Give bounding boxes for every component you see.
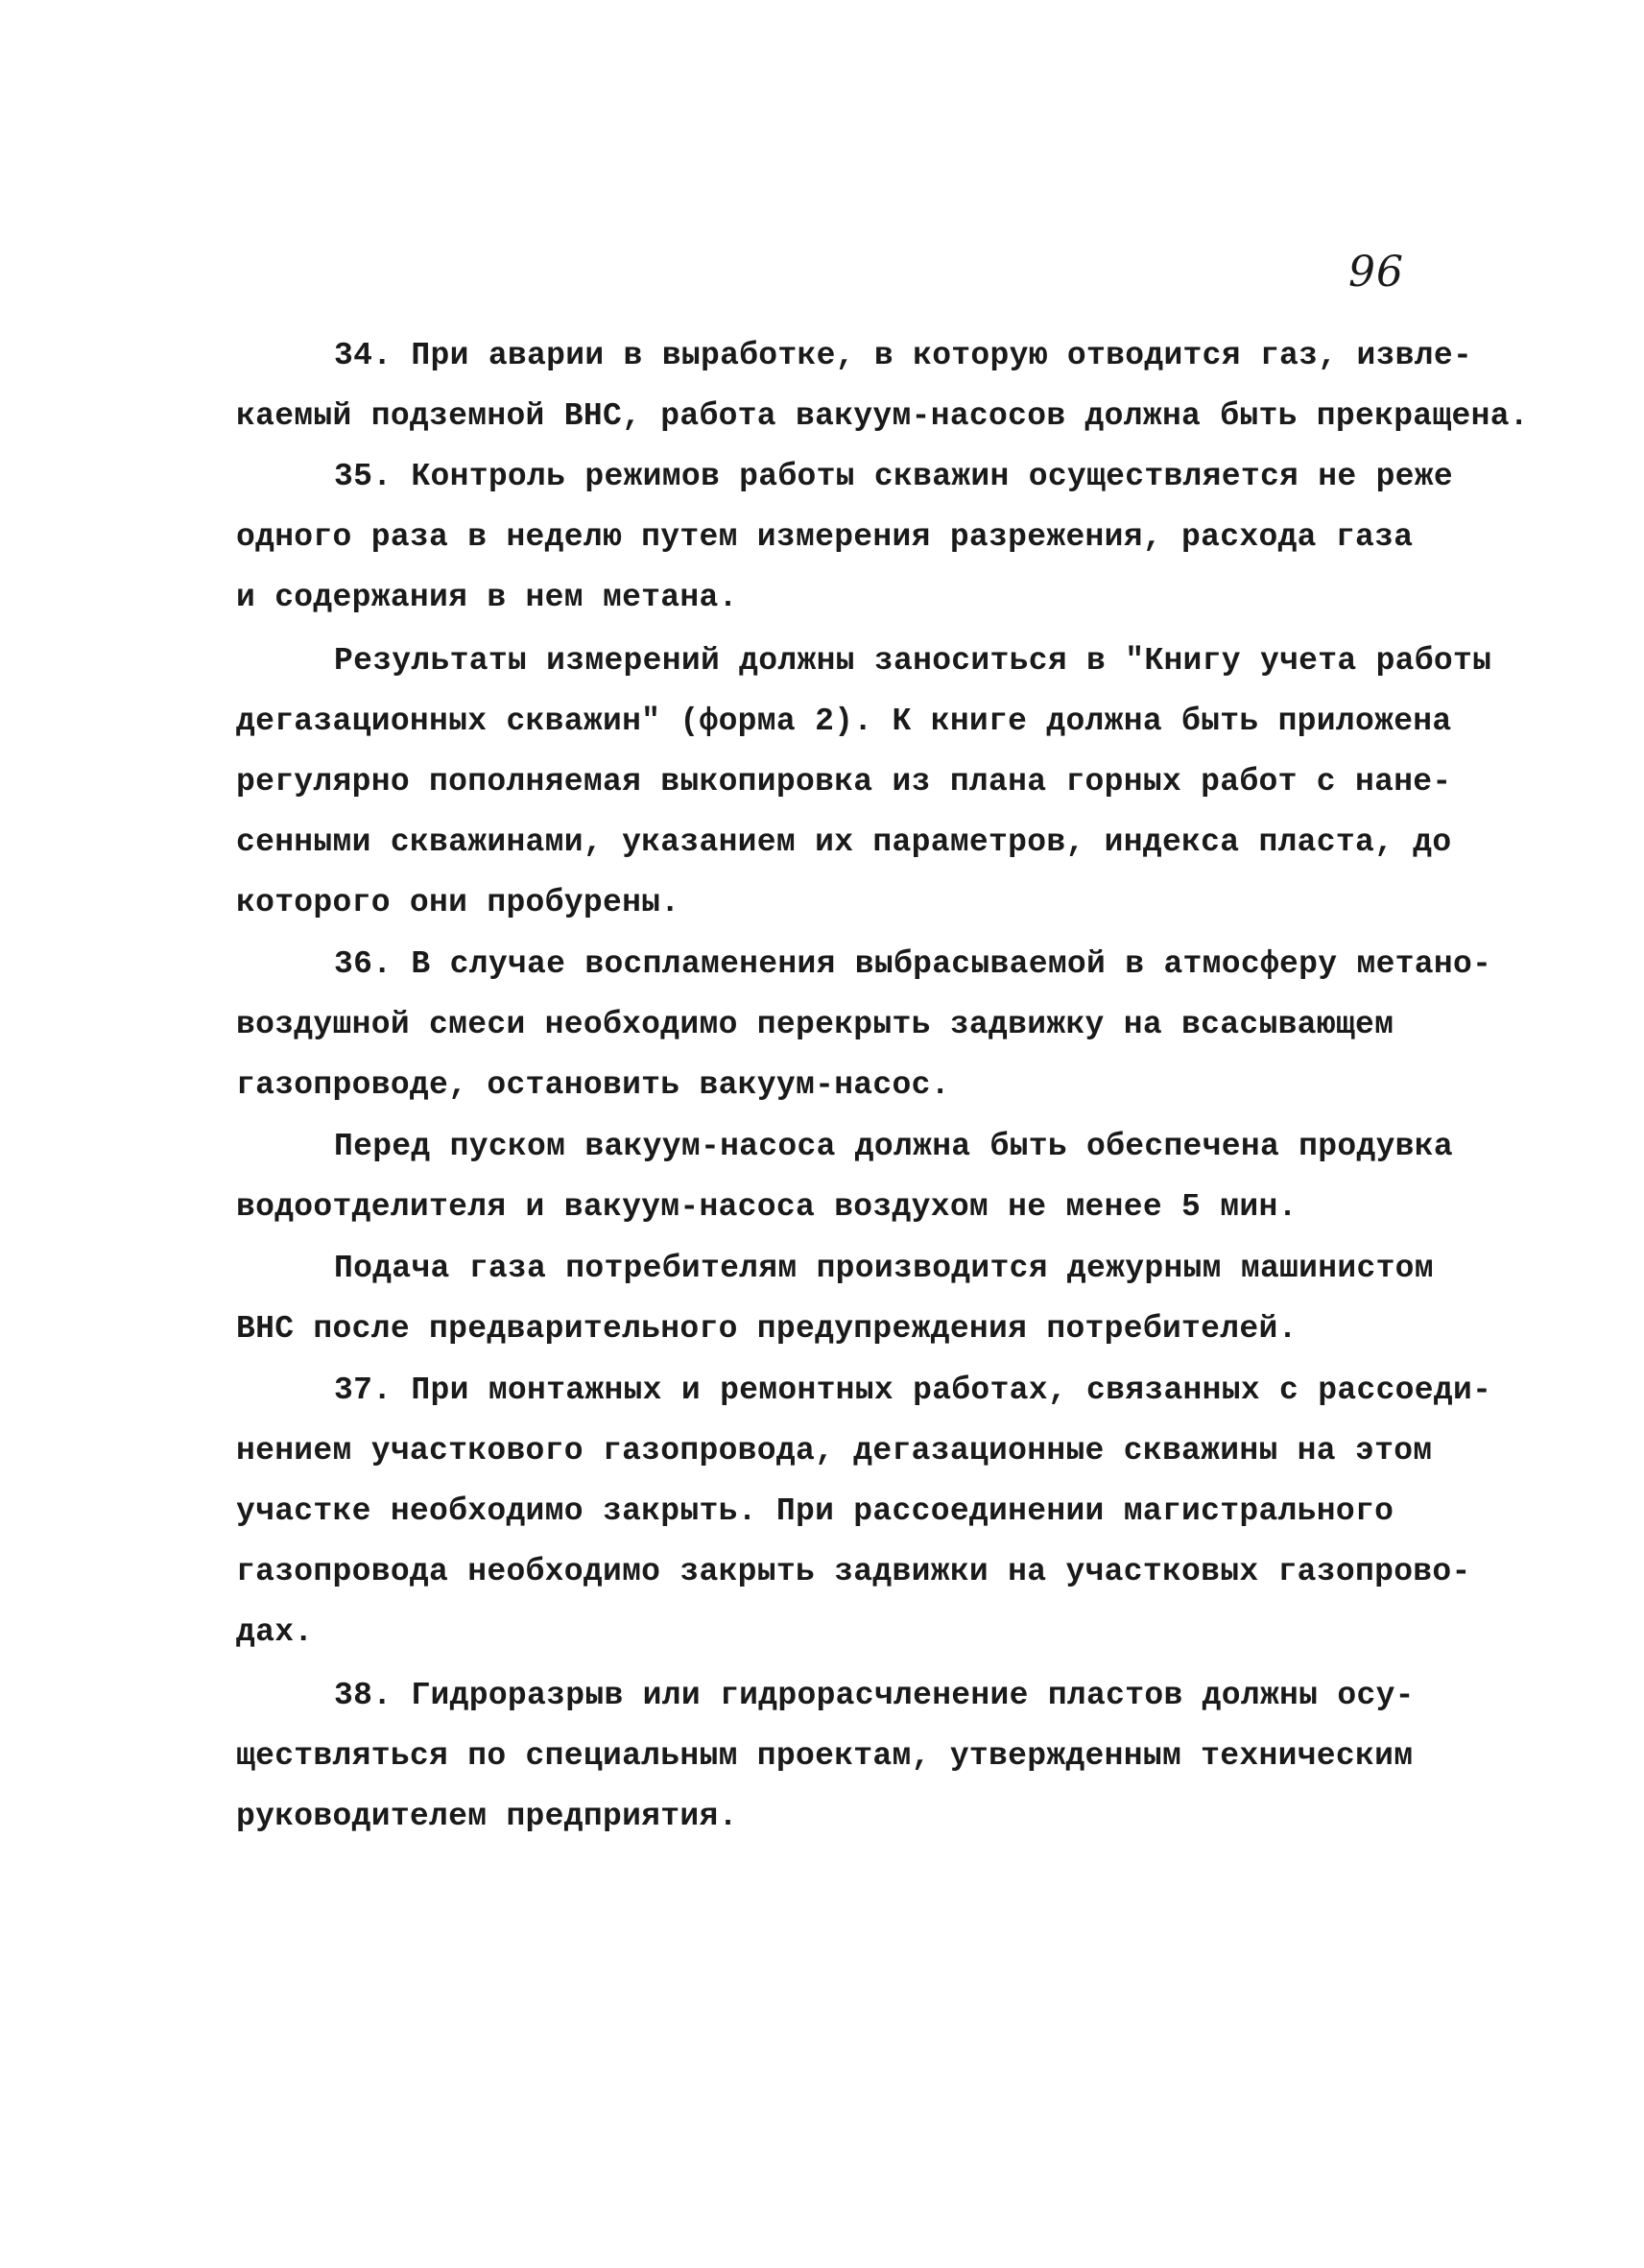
text-line: руководителем предприятия. xyxy=(236,1799,738,1834)
text-line: и содержания в нем метана. xyxy=(236,580,738,615)
text-line: дах. xyxy=(236,1614,314,1650)
text-line: Результаты измерений должны заноситься в "Книгу учета работы xyxy=(334,643,1492,679)
text-line: газопроводе, остановить вакуум-насос. xyxy=(236,1067,950,1103)
text-line: участке необходимо закрыть. При рассоединении магистрального xyxy=(236,1493,1394,1529)
text-line: 34. При аварии в выработке, в которую отводится газ, извле- xyxy=(334,338,1473,373)
text-line: водоотделителя и вакуум-насоса воздухом не менее 5 мин. xyxy=(236,1189,1298,1225)
text-line: одного раза в неделю путем измерения разрежения, расхода газа xyxy=(236,519,1414,555)
text-line: 37. При монтажных и ремонтных работах, связанных с рассоеди- xyxy=(334,1373,1492,1408)
text-line: ВНС после предварительного предупреждения потребителей. xyxy=(236,1311,1298,1347)
text-line: 36. В случае воспламенения выбрасываемой в атмосферу метано- xyxy=(334,946,1492,982)
text-line: регулярно пополняемая выкопировка из плана горных работ с нане- xyxy=(236,764,1452,800)
text-line: каемый подземной ВНС, работа вакуум-насосов должна быть прекращена. xyxy=(236,398,1529,434)
text-line: воздушной смеси необходимо перекрыть задвижку на всасывающем xyxy=(236,1007,1394,1042)
page-number: 96 xyxy=(1348,248,1404,297)
text-line: сенными скважинами, указанием их параметров, индекса пласта, до xyxy=(236,824,1452,860)
text-line: Перед пуском вакуум-насоса должна быть обеспечена продувка xyxy=(334,1129,1453,1164)
text-line: дегазационных скважин" (форма 2). К книге должна быть приложена xyxy=(236,704,1452,739)
text-line: 38. Гидроразрыв или гидрорасчленение пластов должны осу- xyxy=(334,1678,1415,1713)
text-line: ществляться по специальным проектам, утвержденным техническим xyxy=(236,1738,1414,1774)
text-line: нением участкового газопровода, дегазационные скважины на этом xyxy=(236,1433,1433,1468)
text-line: которого они пробурены. xyxy=(236,885,680,920)
text-line: газопровода необходимо закрыть задвижки на участковых газопрово- xyxy=(236,1554,1471,1589)
text-line: 35. Контроль режимов работы скважин осуществляется не реже xyxy=(334,459,1453,494)
text-line: Подача газа потребителям производится дежурным машинистом xyxy=(334,1251,1434,1286)
